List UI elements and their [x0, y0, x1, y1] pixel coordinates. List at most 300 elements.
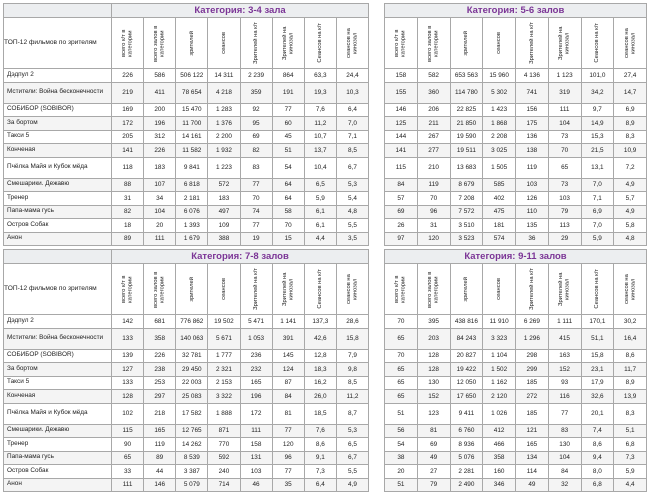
cell-value: 77	[240, 219, 272, 233]
cell-value: 7,0	[581, 178, 614, 192]
cell-value: 346	[483, 478, 516, 492]
cell-value: 79	[548, 205, 581, 219]
column-header	[614, 264, 647, 315]
cell-value: 70	[385, 349, 418, 363]
cell-value: 358	[483, 451, 516, 465]
cell-value: 170,1	[581, 315, 614, 329]
film-title: За бортом	[4, 363, 112, 377]
table-row	[385, 465, 647, 479]
cell-value: 1 111	[548, 315, 581, 329]
cell-value: 7,6	[304, 103, 336, 117]
cell-value: 16,2	[304, 376, 336, 390]
table-row	[385, 363, 647, 377]
cell-value: 111	[112, 478, 144, 492]
cell-value: 402	[483, 192, 516, 206]
cell-value: 70	[385, 315, 418, 329]
cell-value: 8,3	[614, 130, 647, 144]
column-header-label: всего залов в категории	[427, 270, 440, 308]
cell-value: 358	[144, 328, 176, 349]
table-row	[4, 315, 369, 329]
cell-value: 145	[272, 349, 304, 363]
cell-value: 871	[208, 424, 240, 438]
column-header-label: Сеансов на к/т	[317, 269, 324, 309]
cell-value: 165	[144, 424, 176, 438]
film-title: Мстители: Война бесконечности	[4, 82, 112, 103]
cell-value: 5,3	[336, 178, 368, 192]
cell-value: 51	[385, 478, 418, 492]
cell-value: 7 208	[450, 192, 483, 206]
column-header-label: сеансов	[220, 32, 227, 54]
cell-value: 172	[240, 403, 272, 424]
cell-value: 51	[385, 403, 418, 424]
table-row	[385, 403, 647, 424]
cell-value: 110	[516, 205, 549, 219]
film-title: Остров Собак	[4, 465, 112, 479]
cell-value: 163	[548, 349, 581, 363]
cell-value: 6 269	[516, 315, 549, 329]
cell-value: 6,7	[336, 157, 368, 178]
cell-value: 438 816	[450, 315, 483, 329]
cell-value: 253	[144, 376, 176, 390]
cell-value: 140 063	[176, 328, 208, 349]
cell-value: 93	[548, 376, 581, 390]
cell-value: 89	[144, 451, 176, 465]
cell-value: 6 760	[450, 424, 483, 438]
column-header	[417, 18, 450, 69]
cell-value: 4 218	[208, 82, 240, 103]
cell-value: 70	[548, 144, 581, 158]
cell-value: 7,2	[614, 157, 647, 178]
cell-value: 89	[112, 232, 144, 246]
cell-value: 185	[516, 403, 549, 424]
table-row	[385, 130, 647, 144]
cell-value: 158	[385, 69, 418, 83]
cell-value: 115	[112, 424, 144, 438]
cell-value: 5,9	[614, 465, 647, 479]
cell-value: 88	[112, 178, 144, 192]
cell-value: 104	[548, 117, 581, 131]
cell-value: 4,4	[614, 478, 647, 492]
cell-value: 36	[516, 232, 549, 246]
column-header-label: сеансов на кинозал	[346, 28, 359, 58]
column-header-label: Зрителей на к/т	[528, 22, 535, 64]
cell-value: 776 862	[176, 315, 208, 329]
category-title: Категория: 3-4 зала	[112, 4, 369, 18]
table-row	[385, 438, 647, 452]
cell-value: 205	[112, 130, 144, 144]
cell-value: 203	[417, 328, 450, 349]
cell-value: 585	[483, 178, 516, 192]
column-header	[304, 18, 336, 69]
film-title: Анон	[4, 232, 112, 246]
cell-value: 1 888	[208, 403, 240, 424]
column-header-label: всего залов в категории	[153, 270, 166, 308]
column-header	[176, 264, 208, 315]
cell-value: 1 296	[516, 328, 549, 349]
cell-value: 6,5	[336, 438, 368, 452]
cell-value: 1 505	[483, 157, 516, 178]
cell-value: 7,0	[581, 219, 614, 233]
cell-value: 6,1	[304, 219, 336, 233]
cell-value: 14 262	[176, 438, 208, 452]
cell-value: 6,5	[304, 178, 336, 192]
cell-value: 185	[516, 376, 549, 390]
cell-value: 82	[112, 205, 144, 219]
table-row	[4, 219, 369, 233]
cell-value: 19,3	[304, 82, 336, 103]
table-row	[385, 232, 647, 246]
table-row	[4, 403, 369, 424]
cell-value: 4,9	[336, 478, 368, 492]
cell-value: 12 050	[450, 376, 483, 390]
table-row	[385, 315, 647, 329]
table-row	[4, 376, 369, 390]
cell-value: 60	[272, 117, 304, 131]
cell-value: 2 120	[483, 390, 516, 404]
cell-value: 146	[385, 103, 418, 117]
column-header	[548, 18, 581, 69]
table-row	[4, 103, 369, 117]
cell-value: 120	[272, 438, 304, 452]
cell-value: 22 825	[450, 103, 483, 117]
cell-value: 11,2	[304, 117, 336, 131]
column-header-label: Сеансов на к/т	[594, 23, 601, 63]
film-title: Папа-мама гусь	[4, 205, 112, 219]
cell-value: 19 422	[450, 363, 483, 377]
cell-value: 183	[144, 157, 176, 178]
cell-value: 582	[417, 69, 450, 83]
cell-value: 10,4	[304, 157, 336, 178]
cell-value: 119	[417, 178, 450, 192]
table-row	[4, 438, 369, 452]
cell-value: 10,9	[614, 144, 647, 158]
cell-value: 42,6	[304, 328, 336, 349]
cell-value: 19 502	[208, 315, 240, 329]
cell-value: 5 079	[176, 478, 208, 492]
cell-value: 5 302	[483, 82, 516, 103]
cell-value: 18,5	[304, 403, 336, 424]
cell-value: 8,5	[336, 144, 368, 158]
cell-value: 27	[417, 465, 450, 479]
table-row	[385, 390, 647, 404]
cell-value: 32	[548, 478, 581, 492]
column-header	[240, 18, 272, 69]
film-title: Анон	[4, 478, 112, 492]
cell-value: 12 765	[176, 424, 208, 438]
cell-value: 5,8	[614, 219, 647, 233]
cell-value: 210	[417, 157, 450, 178]
cell-value: 20 827	[450, 349, 483, 363]
cell-value: 6,9	[581, 205, 614, 219]
cell-value: 27,4	[614, 69, 647, 83]
column-header-label: всего залов в категории	[427, 24, 440, 62]
cell-value: 141	[385, 144, 418, 158]
cell-value: 128	[112, 390, 144, 404]
column-header-label: Зрителей на к/т	[252, 268, 259, 310]
cell-value: 240	[208, 465, 240, 479]
cell-value: 319	[548, 82, 581, 103]
cell-value: 506 122	[176, 69, 208, 83]
cell-value: 64	[272, 192, 304, 206]
cell-value: 4,4	[304, 232, 336, 246]
table-row	[4, 144, 369, 158]
film-title: Остров Собак	[4, 219, 112, 233]
cell-value: 31	[417, 219, 450, 233]
cell-value: 28,6	[336, 315, 368, 329]
cell-value: 15,3	[581, 130, 614, 144]
table-row	[385, 349, 647, 363]
cell-value: 107	[144, 178, 176, 192]
cell-value: 864	[272, 69, 304, 83]
cell-value: 3 323	[483, 328, 516, 349]
cell-value: 103	[548, 192, 581, 206]
cell-value: 7,1	[336, 130, 368, 144]
cell-value: 19 590	[450, 130, 483, 144]
cell-value: 236	[240, 349, 272, 363]
column-header-label: сеансов на кинозал	[623, 28, 637, 58]
cell-value: 2 153	[208, 376, 240, 390]
cell-value: 226	[144, 349, 176, 363]
cell-value: 4 136	[516, 69, 549, 83]
film-title: Пчёлка Майя и Кубок мёда	[4, 157, 112, 178]
cell-value: 130	[548, 438, 581, 452]
cell-value: 152	[548, 363, 581, 377]
cell-value: 165	[240, 376, 272, 390]
cell-value: 130	[417, 376, 450, 390]
cell-value: 5 671	[208, 328, 240, 349]
cell-value: 83	[240, 157, 272, 178]
cell-value: 65	[385, 390, 418, 404]
cell-value: 7,3	[304, 465, 336, 479]
film-title: За бортом	[4, 117, 112, 131]
cell-value: 7,9	[336, 349, 368, 363]
cell-value: 196	[144, 117, 176, 131]
cell-value: 104	[144, 205, 176, 219]
cell-value: 5,5	[336, 219, 368, 233]
cell-value: 297	[144, 390, 176, 404]
table-row	[385, 103, 647, 117]
film-title: Дэдпул 2	[4, 69, 112, 83]
cell-value: 26,0	[304, 390, 336, 404]
cell-value: 412	[483, 424, 516, 438]
cell-value: 8,0	[581, 465, 614, 479]
cell-value: 226	[112, 69, 144, 83]
cell-value: 7,4	[581, 424, 614, 438]
table-row	[4, 192, 369, 206]
column-header-label: сеансов	[495, 278, 502, 300]
cell-value: 104	[548, 451, 581, 465]
column-header-label: всего к/т в категории	[394, 29, 407, 57]
film-title: Конченая	[4, 144, 112, 158]
table-row	[385, 424, 647, 438]
cell-value: 5,3	[336, 424, 368, 438]
cell-value: 34,2	[581, 82, 614, 103]
cell-value: 5,5	[336, 465, 368, 479]
column-header	[581, 18, 614, 69]
table-7-8-halls	[3, 249, 369, 492]
table-row	[4, 117, 369, 131]
column-header	[516, 18, 549, 69]
cell-value: 21 850	[450, 117, 483, 131]
cell-value: 20	[385, 465, 418, 479]
cell-value: 84 243	[450, 328, 483, 349]
film-title: Пчёлка Майя и Кубок мёда	[4, 403, 112, 424]
column-header-label: сеансов	[495, 32, 502, 54]
cell-value: 1 053	[240, 328, 272, 349]
column-header	[272, 18, 304, 69]
column-header	[385, 264, 418, 315]
cell-value: 92	[240, 103, 272, 117]
cell-value: 1 376	[208, 117, 240, 131]
column-header-label: зрителей	[463, 30, 470, 56]
cell-value: 102	[112, 403, 144, 424]
cell-value: 277	[417, 144, 450, 158]
cell-value: 2 239	[240, 69, 272, 83]
cell-value: 3 387	[176, 465, 208, 479]
cell-value: 14,9	[581, 117, 614, 131]
cell-value: 64	[272, 178, 304, 192]
table-row	[4, 478, 369, 492]
cell-value: 299	[516, 363, 549, 377]
column-header-label: зрителей	[188, 30, 195, 56]
table-row	[385, 478, 647, 492]
table-row	[4, 349, 369, 363]
cell-value: 84	[548, 465, 581, 479]
cell-value: 119	[516, 157, 549, 178]
cell-value: 13,7	[304, 144, 336, 158]
cell-value: 3 510	[450, 219, 483, 233]
column-header	[385, 18, 418, 69]
column-header	[144, 264, 176, 315]
cell-value: 155	[385, 82, 418, 103]
cell-value: 232	[240, 363, 272, 377]
cell-value: 146	[144, 478, 176, 492]
cell-value: 2 321	[208, 363, 240, 377]
film-title: Такси 5	[4, 376, 112, 390]
cell-value: 681	[144, 315, 176, 329]
cell-value: 7,0	[336, 117, 368, 131]
table-row	[385, 144, 647, 158]
film-title: Такси 5	[4, 130, 112, 144]
cell-value: 11 910	[483, 315, 516, 329]
cell-value: 29	[548, 232, 581, 246]
column-header	[450, 18, 483, 69]
cell-value: 111	[548, 103, 581, 117]
cell-value: 2 208	[483, 130, 516, 144]
cell-value: 118	[112, 157, 144, 178]
table-row	[385, 376, 647, 390]
cell-value: 8,6	[304, 438, 336, 452]
cell-value: 33	[112, 465, 144, 479]
cell-value: 7,6	[304, 424, 336, 438]
cell-value: 138	[516, 144, 549, 158]
cell-value: 133	[112, 376, 144, 390]
table-row	[385, 69, 647, 83]
table-5-6-halls	[384, 3, 647, 246]
cell-value: 20	[144, 219, 176, 233]
cell-value: 120	[417, 232, 450, 246]
cell-value: 21,5	[581, 144, 614, 158]
table-3-4-halls	[3, 3, 369, 246]
table-row	[4, 205, 369, 219]
cell-value: 15	[272, 232, 304, 246]
cell-value: 12,8	[304, 349, 336, 363]
cell-value: 96	[417, 205, 450, 219]
cell-value: 5,4	[336, 192, 368, 206]
cell-value: 123	[417, 403, 450, 424]
column-header-label: Сеансов на к/т	[594, 269, 601, 309]
column-header	[483, 264, 516, 315]
cell-value: 7,3	[614, 451, 647, 465]
cell-value: 312	[144, 130, 176, 144]
cell-value: 18	[112, 219, 144, 233]
cell-value: 137,3	[304, 315, 336, 329]
cell-value: 165	[516, 438, 549, 452]
cell-value: 200	[144, 103, 176, 117]
cell-value: 136	[516, 130, 549, 144]
cell-value: 23,1	[581, 363, 614, 377]
table-9-11-halls	[384, 249, 647, 492]
cell-value: 32,6	[581, 390, 614, 404]
cell-value: 139	[112, 349, 144, 363]
cell-value: 5,1	[614, 424, 647, 438]
column-header-label: сеансов	[220, 278, 227, 300]
cell-value: 13,9	[614, 390, 647, 404]
category-title: Категория: 7-8 залов	[112, 250, 369, 264]
cell-value: 69	[417, 438, 450, 452]
cell-value: 128	[417, 349, 450, 363]
cell-value: 238	[144, 363, 176, 377]
cell-value: 20,1	[581, 403, 614, 424]
cell-value: 77	[240, 178, 272, 192]
cell-value: 3 322	[208, 390, 240, 404]
column-header-label: всего залов в категории	[153, 24, 166, 62]
category-title: Категория: 9-11 залов	[385, 250, 647, 264]
column-header-label: Зрителей на кинозал	[281, 26, 295, 60]
column-header	[112, 264, 144, 315]
cell-value: 45	[272, 130, 304, 144]
cell-value: 26	[385, 219, 418, 233]
cell-value: 8,6	[581, 438, 614, 452]
cell-value: 65	[112, 451, 144, 465]
table-row	[385, 205, 647, 219]
column-header	[614, 18, 647, 69]
cell-value: 8,7	[336, 403, 368, 424]
column-header-label: всего к/т в категории	[394, 275, 407, 303]
cell-value: 38	[385, 451, 418, 465]
cell-value: 714	[208, 478, 240, 492]
cell-value: 3,5	[336, 232, 368, 246]
cell-value: 9 411	[450, 403, 483, 424]
cell-value: 65	[385, 376, 418, 390]
cell-value: 15 470	[176, 103, 208, 117]
cell-value: 115	[385, 157, 418, 178]
film-title: СОБИБОР (SOBIBOR)	[4, 103, 112, 117]
category-title: Категория: 5-6 залов	[385, 4, 647, 18]
cell-value: 77	[272, 103, 304, 117]
column-header-label: Зрителей на кинозал	[558, 272, 571, 306]
cell-value: 1 223	[208, 157, 240, 178]
cell-value: 172	[112, 117, 144, 131]
cell-value: 4,8	[336, 205, 368, 219]
cell-value: 17,9	[581, 376, 614, 390]
table-row	[4, 328, 369, 349]
cell-value: 211	[417, 117, 450, 131]
column-header	[176, 18, 208, 69]
cell-value: 7,1	[581, 192, 614, 206]
cell-value: 360	[417, 82, 450, 103]
cell-value: 51,1	[581, 328, 614, 349]
